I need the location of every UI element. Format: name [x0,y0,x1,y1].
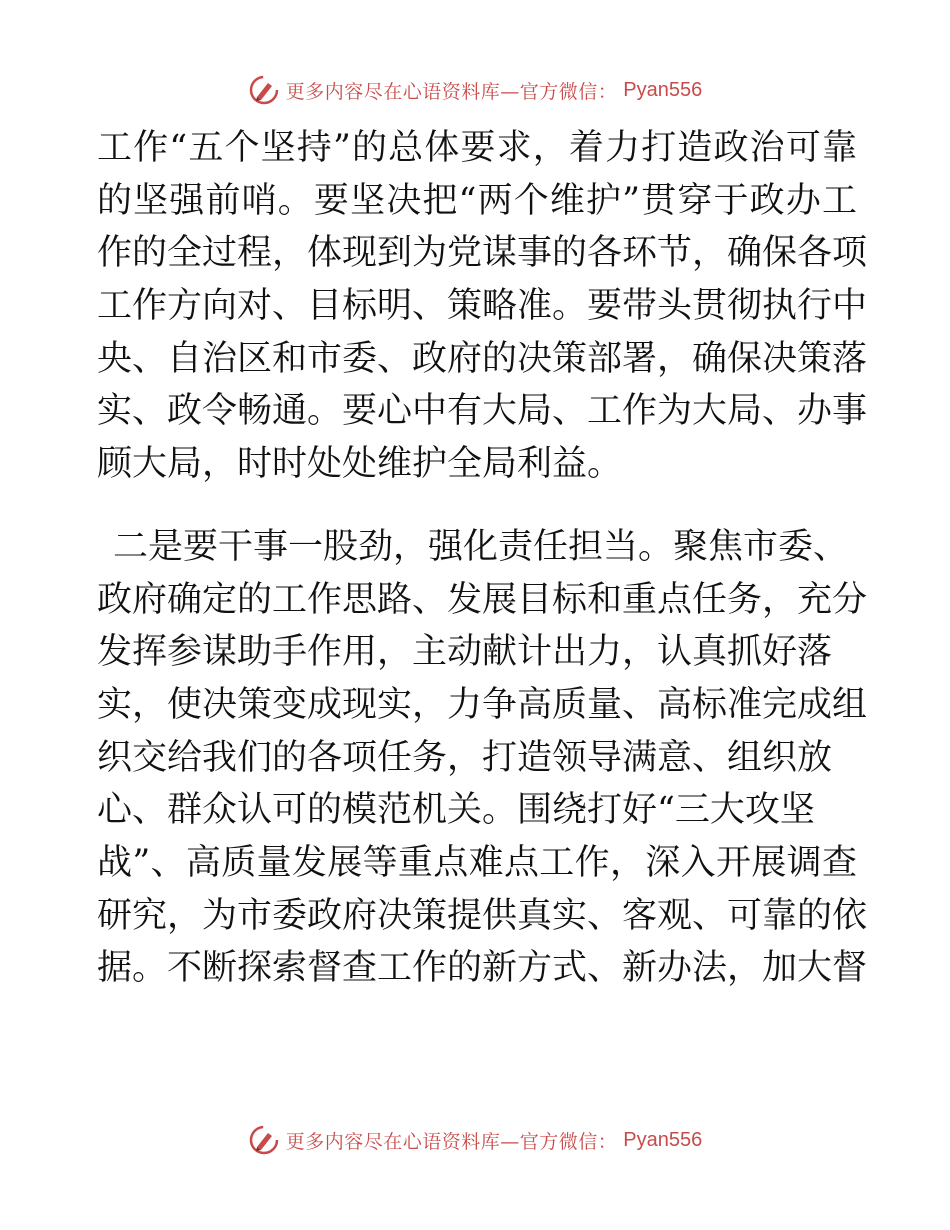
text-line: 顾大局，时时处处维护全局利益。 [97,444,623,485]
text-line: 发挥参谋助手作用，主动献计出力，认真抓好落 [97,632,833,673]
text-line: 实，使决策变成现实，力争高质量、高标准完成组 [97,684,868,725]
pen-logo-icon [248,74,280,106]
watermark-text: 更多内容尽在心语资料库—官方微信： [285,80,618,103]
pen-logo-icon [248,1124,280,1156]
watermark-header [0,70,950,110]
paragraph-1 [97,122,868,491]
text-line: 政府确定的工作思路、发展目标和重点任务，充分 [97,579,868,620]
watermark-text: 更多内容尽在心语资料库—官方微信： [285,1130,618,1153]
watermark-footer [0,1120,950,1160]
paragraph-2 [97,521,868,995]
text-line: 战”、高质量发展等重点难点工作，深入开展调查 [97,842,857,883]
text-line: 工作方向对、目标明、策略准。要带头贯彻执行中 [97,286,868,327]
text-line: 织交给我们的各项任务，打造领导满意、组织放 [97,737,833,778]
text-line: 据。不断探索督查工作的新方式、新办法，加大督 [97,948,868,989]
text-line: 研究，为市委政府决策提供真实、客观、可靠的依 [97,895,868,936]
watermark-wechat-id: Pyan556 [623,78,703,101]
text-line: 的坚强前哨。要坚决把“两个维护”贯穿于政办工 [97,180,857,221]
watermark-wechat-id: Pyan556 [623,1128,703,1151]
text-line: 央、自治区和市委、政府的决策部署，确保决策落 [97,338,868,379]
text-line: 实、政令畅通。要心中有大局、工作为大局、办事 [97,391,868,432]
document-body [97,122,868,995]
text-line: 心、群众认可的模范机关。围绕打好“三大攻坚 [97,790,815,831]
text-line: 作的全过程，体现到为党谋事的各环节，确保各项 [97,233,868,274]
text-line: 二是要干事一股劲，强化责任担当。聚焦市委、 [113,526,849,567]
text-line: 工作“五个坚持”的总体要求，着力打造政治可靠 [97,128,857,168]
